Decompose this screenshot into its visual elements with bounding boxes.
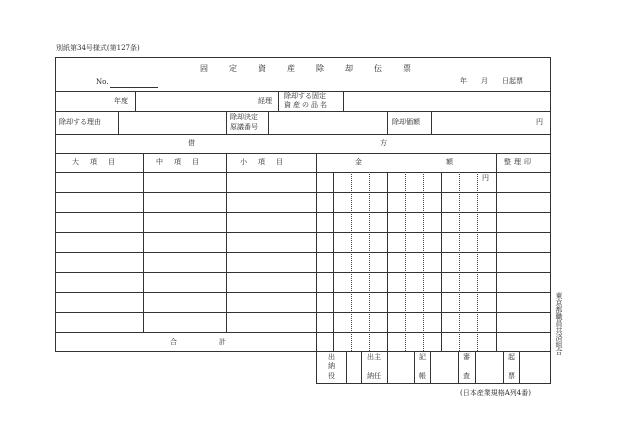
row2-div5 xyxy=(431,111,432,134)
row-line-5 xyxy=(55,272,551,273)
stamp-line-4 xyxy=(387,351,388,384)
stamp-bottom xyxy=(316,383,551,384)
keiri-label: 経理 xyxy=(258,97,272,105)
amount-dot-2 xyxy=(369,172,370,351)
stamp-shusu-1: 出主 xyxy=(367,353,381,361)
col-large-item: 大 項 目 xyxy=(72,158,117,166)
row2-top xyxy=(55,111,551,112)
col-seal: 整理印 xyxy=(504,158,534,166)
frame-bottom-main xyxy=(55,351,551,352)
stamp-line-8 xyxy=(475,351,476,384)
row-line-4 xyxy=(55,252,551,253)
stamp-suitou-2: 納 xyxy=(328,362,335,370)
stamp-kichou-1: 記 xyxy=(419,353,426,361)
frame-left xyxy=(55,57,56,352)
amount-sub-2 xyxy=(387,172,388,351)
col-medium-item: 中 項 目 xyxy=(156,158,201,166)
stamp-line-3 xyxy=(361,351,362,384)
row-line-6 xyxy=(55,292,551,293)
row-line-3 xyxy=(55,232,551,233)
stamp-line-7 xyxy=(458,351,459,384)
col-amount: 金 xyxy=(355,158,362,166)
stamp-suitou-3: 役 xyxy=(328,372,335,380)
stamp-line-2 xyxy=(346,351,347,384)
col-amount-2: 額 xyxy=(446,158,453,166)
frame-right xyxy=(550,57,551,384)
col-line-2 xyxy=(226,153,227,332)
debit-label: 借 xyxy=(188,139,195,147)
number-underline xyxy=(110,87,158,88)
col-line-1 xyxy=(143,153,144,332)
row-line-8 xyxy=(55,332,551,333)
col-small-item: 小 項 目 xyxy=(240,158,285,166)
stamp-suitou-1: 出 xyxy=(328,353,335,361)
stamp-shusu-2: 納任 xyxy=(367,372,381,380)
asset-name-label-2: 資産の品名 xyxy=(284,101,329,109)
row2-div3 xyxy=(268,111,269,134)
amount-sub-3 xyxy=(441,172,442,351)
amount-sub-1 xyxy=(333,172,334,351)
row2-div2 xyxy=(226,111,227,134)
stamp-kihyo-1: 起 xyxy=(508,353,515,361)
total-label: 合 計 xyxy=(170,338,226,346)
stamp-shinsa-2: 査 xyxy=(463,372,470,380)
stamp-line-10 xyxy=(519,351,520,384)
amount-dot-6 xyxy=(477,172,478,351)
stamp-kihyo-2: 票 xyxy=(508,372,515,380)
footer-standard: (日本産業規格A列4番) xyxy=(460,389,531,397)
stamp-shinsa-1: 審 xyxy=(463,353,470,361)
amount-dot-4 xyxy=(423,172,424,351)
decision-label-1: 除却決定 xyxy=(230,113,258,121)
row-line-2 xyxy=(55,212,551,213)
stamp-line-1 xyxy=(316,351,317,384)
asset-name-label-1: 除却する固定 xyxy=(284,92,326,100)
amount-yen: 円 xyxy=(482,174,489,182)
form-reference: 別紙第34号様式(第127条) xyxy=(56,44,140,52)
stamp-line-6 xyxy=(430,351,431,384)
reason-label: 除却する理由 xyxy=(59,118,101,126)
row1-div2 xyxy=(278,91,279,111)
side-organization-text: 東京都職員共済組合 xyxy=(555,292,563,355)
stamp-line-5 xyxy=(414,351,415,384)
column-header-top xyxy=(55,153,551,154)
price-yen: 円 xyxy=(536,118,543,126)
row1-div1 xyxy=(135,91,136,111)
amount-dot-5 xyxy=(459,172,460,351)
row1-div3 xyxy=(343,91,344,111)
amount-dot-3 xyxy=(405,172,406,351)
row2-div1 xyxy=(118,111,119,134)
decision-label-2: 原議番号 xyxy=(230,123,258,131)
credit-label: 方 xyxy=(380,139,387,147)
stamp-kichou-2: 帳 xyxy=(419,372,426,380)
frame-top xyxy=(55,57,551,58)
nendo-label: 年度 xyxy=(114,97,128,105)
row-line-1 xyxy=(55,192,551,193)
number-label: No. xyxy=(96,78,109,86)
document-title: 固定資産除却伝票 xyxy=(200,64,432,73)
stamp-line-9 xyxy=(503,351,504,384)
price-label: 除却価額 xyxy=(392,118,420,126)
date-label: 年 月 日起票 xyxy=(460,77,523,85)
debit-row-top xyxy=(55,134,551,135)
row2-div4 xyxy=(387,111,388,134)
row-line-7 xyxy=(55,312,551,313)
amount-dot-1 xyxy=(351,172,352,351)
